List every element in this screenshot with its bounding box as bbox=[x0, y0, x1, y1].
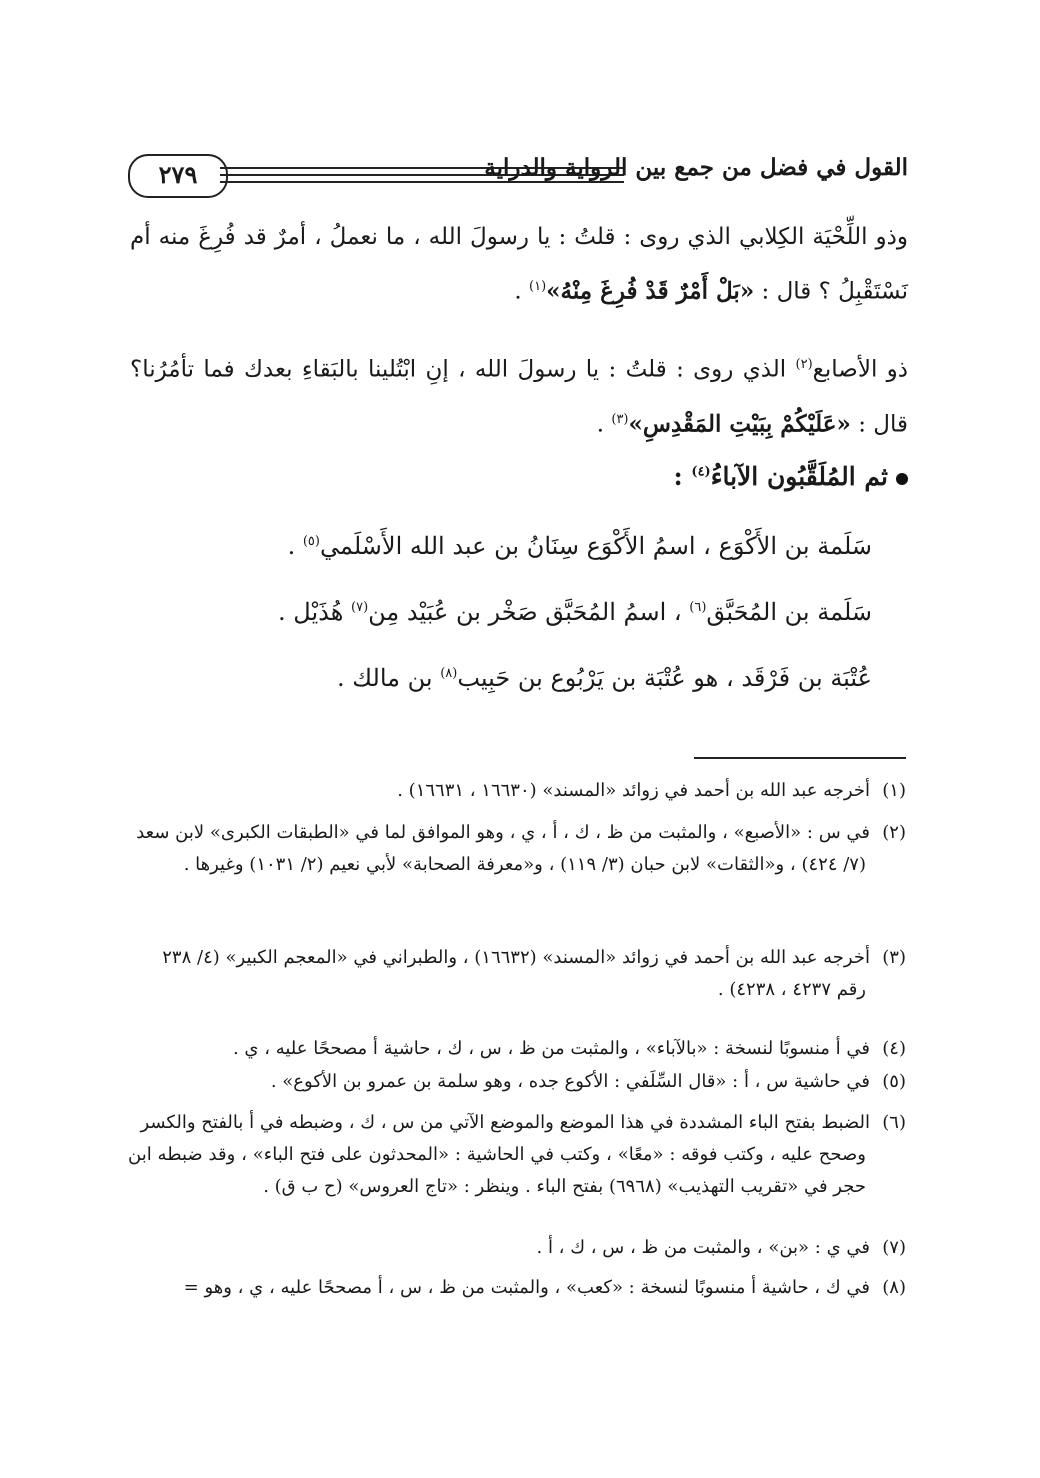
footnote bbox=[128, 775, 906, 807]
footnote-text: في ي : «بن» ، والمثبت من ظ ، س ، ك ، أ . bbox=[536, 1237, 870, 1258]
footnote bbox=[128, 1272, 906, 1304]
entry-text: ، اسمُ المُحَبَّق صَخْر بن عُبَيْد مِن bbox=[368, 598, 690, 626]
footnote-text: في ك ، حاشية أ منسوبًا لنسخة : «كعب» ، والمثبت من ظ ، س ، أ مصححًا عليه ، ي ، وهو = bbox=[183, 1277, 870, 1298]
heading-end: : bbox=[673, 462, 692, 491]
footnote-ref[interactable]: (٣) bbox=[611, 411, 629, 427]
list-item bbox=[288, 532, 872, 560]
entry-text: سَلَمة بن الأَكْوَع ، اسمُ الأَكْوَع سِنَانُ بن عبد الله الأَسْلَمي bbox=[319, 532, 872, 560]
footnote-text: في أ منسوبًا لنسخة : «بالآباء» ، والمثبت من ظ ، س ، ك ، حاشية أ مصححًا عليه ، ي . bbox=[232, 1038, 870, 1059]
footnote-number: (٤) bbox=[882, 1038, 906, 1059]
entry-text: سَلَمة بن المُحَبَّق bbox=[706, 598, 872, 626]
footnote bbox=[128, 817, 906, 881]
footnote-ref[interactable]: (٦) bbox=[689, 600, 707, 615]
footnote-number: (١) bbox=[882, 780, 906, 801]
entry-text: هُذَيْل . bbox=[278, 598, 352, 626]
bullet-icon bbox=[896, 473, 908, 485]
footnote-ref[interactable]: (٥) bbox=[302, 534, 320, 549]
footnote-number: (٧) bbox=[882, 1237, 906, 1258]
footnote-continuation: (٧/ ٤٢٤) ، و«الثقات» لابن حبان (٣/ ١١٩) ، و«معرفة الصحابة» لأبي نعيم (٢/ ١٠٣١) وغيرها . bbox=[183, 854, 866, 875]
footnote bbox=[128, 1232, 906, 1264]
list-item bbox=[337, 664, 872, 692]
footnote bbox=[128, 942, 906, 1006]
hadith-quote: «بَلْ أَمْرٌ قَدْ فُرِغَ مِنْهُ» bbox=[546, 277, 755, 305]
footnote-separator bbox=[694, 757, 906, 759]
paragraph-text: وذو اللِّحْيَة الكِلابي الذي روى : قلتُ : يا رسولَ الله ، ما نعملُ ، أمرٌ قد فُرِغَ منه أم نَسْتَقْبِلُ ؟ قال : bbox=[130, 224, 908, 305]
footnote-number: (٣) bbox=[882, 947, 906, 968]
paragraph-dhu-al-lihya bbox=[130, 212, 908, 317]
footnote-text: الضبط بفتح الباء المشددة في هذا الموضع والموضع الآتي من س ، ك ، وضبطه في أ بالفتح والكسر bbox=[140, 1112, 870, 1133]
footnote-text: أخرجه عبد الله بن أحمد في زوائد «المسند» (١٦٦٣٠ ، ١٦٦٣١) . bbox=[397, 780, 870, 801]
header-rule bbox=[220, 181, 624, 183]
footnote-ref[interactable]: (٢) bbox=[795, 357, 813, 372]
footnote-ref[interactable]: (٨) bbox=[440, 666, 458, 681]
footnote-text: في حاشية س ، أ : «قال السِّلَفي : الأكوع جده ، وهو سلمة بن عمرو بن الأكوع» . bbox=[270, 1071, 870, 1092]
paragraph-text: الذي روى : قلتُ : يا رسولَ الله ، إنِ ابْتُلينا بالبَقاءِ بعدك فما تأمُرُنا؟ قال : bbox=[130, 356, 908, 438]
footnote-ref[interactable]: (٧) bbox=[351, 600, 369, 615]
footnote-text: أخرجه عبد الله بن أحمد في زوائد «المسند» (١٦٦٣٢) ، والطبراني في «المعجم الكبير» (٤/ ٢٣٨ bbox=[162, 947, 870, 968]
heading-text: ثم المُلَقَّبُون الآباءُ bbox=[710, 462, 888, 491]
footnote-number: (٦) bbox=[882, 1112, 906, 1133]
entry-text: . bbox=[287, 532, 303, 560]
paragraph-dhu-al-asabi bbox=[130, 340, 908, 449]
paragraph-text: ذو الأصابع bbox=[812, 356, 908, 383]
hadith-quote: «عَلَيْكُمْ بِبَيْتِ المَقْدِسِ» bbox=[628, 410, 851, 438]
footnote-ref[interactable]: (١) bbox=[529, 279, 547, 294]
footnote-text: في س : «الأصبع» ، والمثبت من ظ ، ك ، أ ، ي ، وهو الموافق لما في «الطبقات الكبرى» لابن سعد bbox=[136, 822, 870, 843]
footnote bbox=[128, 1066, 906, 1098]
footnote-number: (٨) bbox=[882, 1277, 906, 1298]
footnote-number: (٥) bbox=[882, 1071, 906, 1092]
footnote-ref[interactable]: (٤) bbox=[691, 464, 711, 480]
paragraph-end: . bbox=[514, 278, 529, 305]
section-heading bbox=[673, 462, 908, 491]
entry-text: عُتْبَة بن فَرْقَد ، هو عُتْبَة بن يَرْبُوع بن حَبِيب bbox=[457, 664, 872, 692]
footnote-continuation: وصحح عليه ، وكتب فوقه : «معًا» ، وكتب في الحاشية : «المحدثون على فتح الباء» ، وقد ضبطه ابن حجر في «تقريب التهذيب» (٦٩٦٨) بفتح الباء . وينظر : «تاج العروس» (ح ب ق) . bbox=[128, 1144, 866, 1197]
entry-text: بن مالك . bbox=[337, 664, 441, 692]
footnote bbox=[128, 1107, 906, 1203]
list-item bbox=[278, 598, 872, 626]
page-header bbox=[128, 148, 908, 200]
footnote-continuation: رقم ٤٢٣٧ ، ٤٢٣٨) . bbox=[717, 979, 866, 1000]
paragraph-end: . bbox=[596, 411, 612, 438]
footnote bbox=[128, 1033, 906, 1065]
page-number: ٢٧٩ bbox=[128, 154, 228, 198]
footnote-number: (٢) bbox=[882, 822, 906, 843]
running-title: القول في فضل من جمع بين الرواية والدراية bbox=[484, 154, 908, 181]
